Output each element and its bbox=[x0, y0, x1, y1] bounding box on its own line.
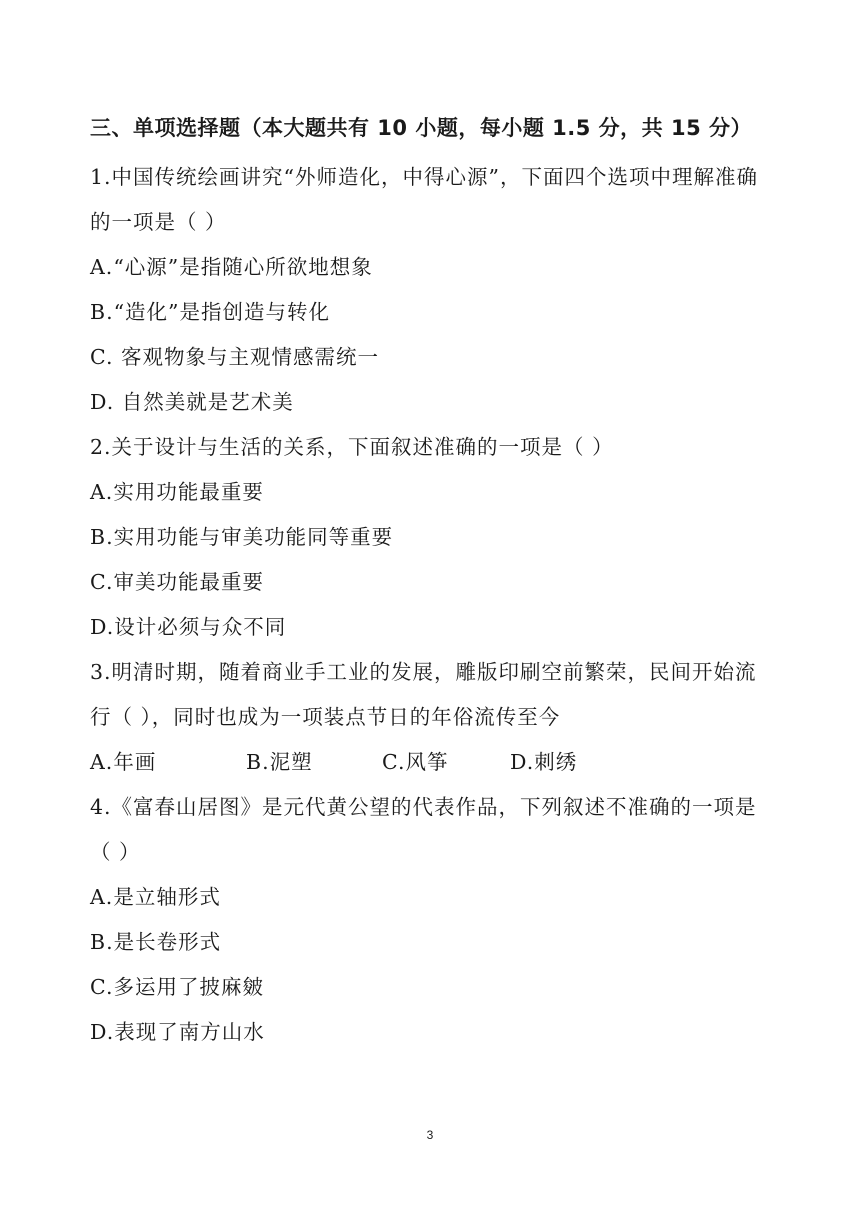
section-heading: 三、单项选择题（本大题共有 10 小题，每小题 1.5 分，共 15 分） bbox=[90, 116, 753, 140]
question-3-option-d: D.刺绣 bbox=[510, 750, 578, 774]
question-3-stem-line-1: 3.明清时期，随着商业手工业的发展，雕版印刷空前繁荣，民间开始流 bbox=[90, 660, 757, 684]
question-3-option-a: A.年画 bbox=[90, 750, 157, 774]
question-4-stem-line-2: （ ） bbox=[90, 840, 141, 864]
question-2-option-c: C.审美功能最重要 bbox=[90, 570, 264, 594]
question-1-option-b: B.“造化”是指创造与转化 bbox=[90, 300, 331, 324]
question-2-option-b: B.实用功能与审美功能同等重要 bbox=[90, 525, 394, 549]
question-4-option-d: D.表现了南方山水 bbox=[90, 1020, 265, 1044]
question-2-option-a: A.实用功能最重要 bbox=[90, 480, 264, 504]
question-4-option-b: B.是长卷形式 bbox=[90, 930, 222, 954]
question-4-option-a: A.是立轴形式 bbox=[90, 885, 221, 909]
question-2-option-d: D.设计必须与众不同 bbox=[90, 615, 287, 639]
question-1-option-a: A.“心源”是指随心所欲地想象 bbox=[90, 255, 373, 279]
question-3-stem-line-2: 行（ ），同时也成为一项装点节日的年俗流传至今 bbox=[90, 705, 561, 729]
page-number: 3 bbox=[426, 1128, 434, 1142]
question-1-option-c: C. 客观物象与主观情感需统一 bbox=[90, 345, 379, 369]
question-3-options-row bbox=[90, 745, 790, 775]
question-3-option-c: C.风筝 bbox=[382, 750, 449, 774]
question-3-option-b: B.泥塑 bbox=[246, 750, 313, 774]
question-1-stem-line-1: 1.中国传统绘画讲究“外师造化，中得心源”，下面四个选项中理解准确 bbox=[90, 165, 759, 189]
question-4-stem-line-1: 4.《富春山居图》是元代黄公望的代表作品，下列叙述不准确的一项是 bbox=[90, 795, 757, 819]
question-1-option-d: D. 自然美就是艺术美 bbox=[90, 390, 294, 414]
question-2-stem-line-1: 2.关于设计与生活的关系，下面叙述准确的一项是（ ） bbox=[90, 435, 614, 459]
question-1-stem-line-2: 的一项是（ ） bbox=[90, 210, 227, 234]
question-4-option-c: C.多运用了披麻皴 bbox=[90, 975, 264, 999]
